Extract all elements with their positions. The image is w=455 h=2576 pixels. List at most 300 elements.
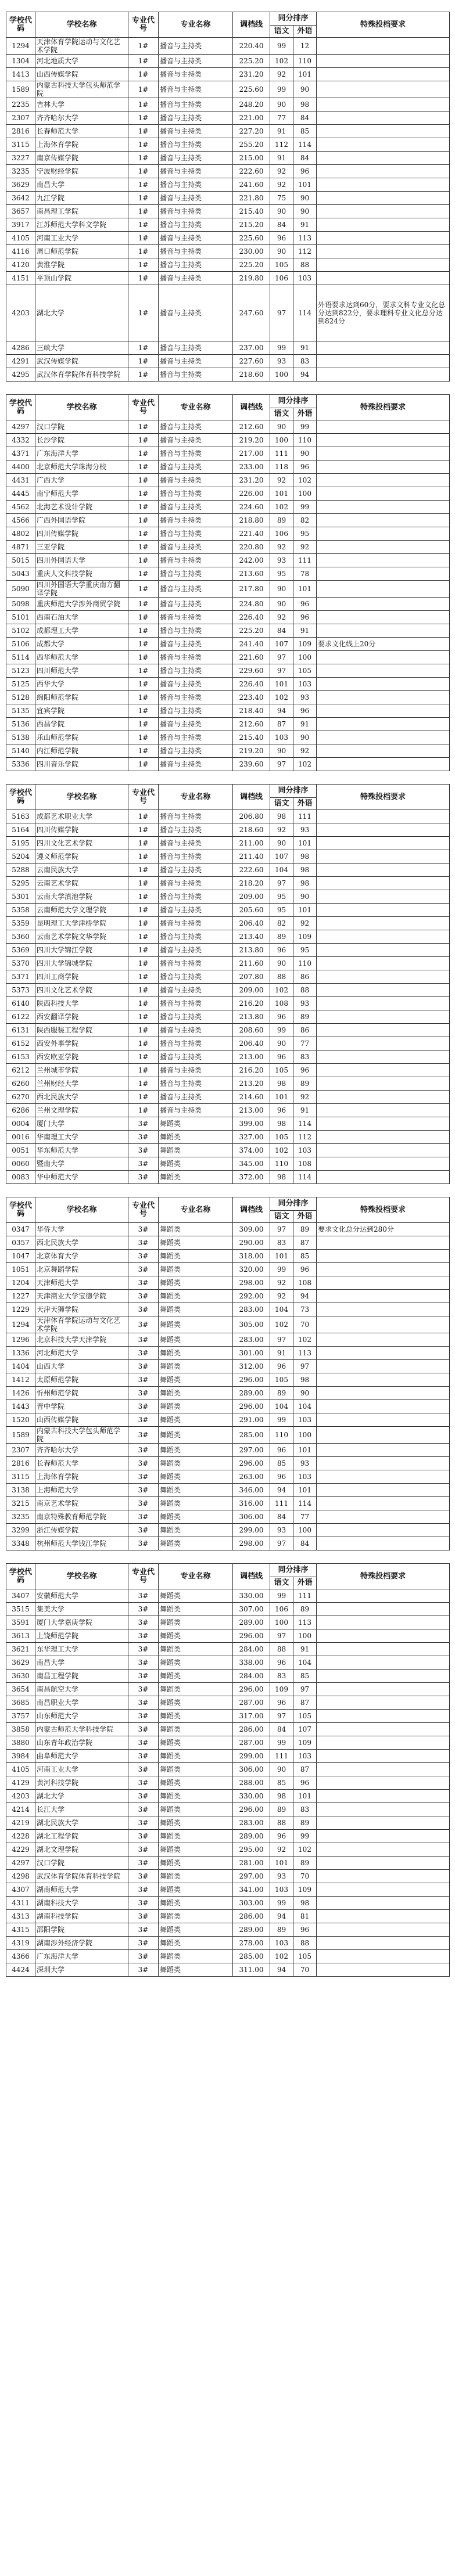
cell-major-name: 播音与主持类 <box>159 1104 233 1117</box>
cell-special-notes <box>317 930 450 944</box>
cell-school-code: 2307 <box>6 111 35 125</box>
cell-major-name: 舞蹈类 <box>159 1750 233 1763</box>
cell-chinese-rank: 92 <box>270 1276 293 1290</box>
cell-foreign-rank: 12 <box>293 38 317 55</box>
cell-score: 242.00 <box>233 554 270 567</box>
cell-school-code: 4105 <box>6 232 35 245</box>
cell-school-code: 6153 <box>6 1050 35 1064</box>
header-score: 调档线 <box>233 12 270 38</box>
cell-major-code: 1# <box>128 930 159 944</box>
table-row <box>6 1484 450 1497</box>
cell-chinese-rank: 96 <box>270 1656 293 1670</box>
cell-major-code: 3# <box>128 1843 159 1857</box>
cell-major-name: 舞蹈类 <box>159 1816 233 1830</box>
cell-school-code: 2235 <box>6 98 35 111</box>
cell-school-code: 4151 <box>6 272 35 285</box>
table-row <box>6 355 450 368</box>
cell-score: 226.00 <box>233 487 270 501</box>
table-row <box>6 1117 450 1131</box>
cell-score: 211.60 <box>233 957 270 970</box>
table-row <box>6 930 450 944</box>
cell-special-notes <box>317 651 450 664</box>
cell-special-notes <box>317 1736 450 1750</box>
cell-major-code: 3# <box>128 1276 159 1290</box>
cell-school-code: 4315 <box>6 1923 35 1937</box>
cell-special-notes <box>317 1723 450 1736</box>
cell-foreign-rank: 111 <box>293 554 317 567</box>
table-row <box>6 1470 450 1484</box>
table-header-row <box>6 785 450 798</box>
cell-score: 206.40 <box>233 1037 270 1050</box>
cell-chinese-rank: 110 <box>270 1427 293 1444</box>
cell-school-code: 1336 <box>6 1347 35 1360</box>
section-gap <box>6 1184 450 1197</box>
cell-school-name: 南宁师范大学 <box>35 487 128 501</box>
cell-school-code: 4307 <box>6 1883 35 1897</box>
cell-special-notes <box>317 567 450 581</box>
cell-special-notes <box>317 1236 450 1250</box>
cell-foreign-rank: 90 <box>293 731 317 744</box>
cell-special-notes: 外语要求达到60分，要求文科专业文化总分达到822分，要求理科专业文化总分达到824分 <box>317 285 450 341</box>
cell-foreign-rank: 84 <box>293 152 317 165</box>
cell-foreign-rank: 85 <box>293 125 317 138</box>
cell-major-code: 1# <box>128 758 159 771</box>
cell-major-code: 3# <box>128 1157 159 1171</box>
cell-score: 327.00 <box>233 1131 270 1144</box>
admission-score-table <box>6 12 450 1977</box>
cell-special-notes <box>317 1790 450 1803</box>
cell-special-notes <box>317 1937 450 1950</box>
cell-score: 226.40 <box>233 678 270 691</box>
cell-score: 218.20 <box>233 877 270 890</box>
header-foreign: 外语 <box>293 798 317 810</box>
cell-foreign-rank: 83 <box>293 1050 317 1064</box>
cell-school-code: 1589 <box>6 81 35 98</box>
cell-major-code: 3# <box>128 1290 159 1303</box>
cell-major-name: 播音与主持类 <box>159 355 233 368</box>
header-major-code: 专业代号 <box>128 12 159 38</box>
cell-foreign-rank: 96 <box>293 1923 317 1937</box>
cell-chinese-rank: 101 <box>270 487 293 501</box>
cell-score: 255.20 <box>233 138 270 152</box>
cell-major-code: 1# <box>128 245 159 258</box>
cell-chinese-rank: 99 <box>270 38 293 55</box>
cell-school-code: 0060 <box>6 1157 35 1171</box>
table-row <box>6 1077 450 1091</box>
cell-school-name: 北京舞蹈学院 <box>35 1263 128 1276</box>
cell-major-code: 3# <box>128 1683 159 1696</box>
cell-foreign-rank: 101 <box>293 581 317 598</box>
cell-chinese-rank: 83 <box>270 1670 293 1683</box>
cell-school-code: 5371 <box>6 970 35 984</box>
cell-score: 213.20 <box>233 1077 270 1091</box>
cell-score: 220.40 <box>233 38 270 55</box>
table-row <box>6 678 450 691</box>
cell-school-name: 广西外国语学院 <box>35 514 128 527</box>
section-gap <box>6 382 450 395</box>
cell-foreign-rank: 98 <box>293 1897 317 1910</box>
table-row <box>6 1316 450 1333</box>
cell-score: 372.00 <box>233 1171 270 1184</box>
cell-foreign-rank: 105 <box>293 664 317 678</box>
cell-score: 221.00 <box>233 111 270 125</box>
header-tie-rank: 同分排序 <box>270 1197 317 1211</box>
cell-school-name: 暨南大学 <box>35 1157 128 1171</box>
cell-special-notes <box>317 1883 450 1897</box>
cell-major-name: 舞蹈类 <box>159 1883 233 1897</box>
table-row <box>6 1400 450 1413</box>
cell-chinese-rank: 93 <box>270 355 293 368</box>
cell-major-code: 1# <box>128 957 159 970</box>
cell-school-code: 6140 <box>6 997 35 1010</box>
cell-major-name: 播音与主持类 <box>159 218 233 232</box>
cell-score: 281.00 <box>233 1857 270 1870</box>
cell-foreign-rank: 108 <box>293 1276 317 1290</box>
cell-score: 215.00 <box>233 152 270 165</box>
cell-major-code: 1# <box>128 541 159 554</box>
cell-major-code: 1# <box>128 651 159 664</box>
cell-school-name: 兰州城市学院 <box>35 1064 128 1077</box>
cell-school-name: 内江师范学院 <box>35 744 128 758</box>
cell-special-notes <box>317 1064 450 1077</box>
cell-major-name: 播音与主持类 <box>159 984 233 997</box>
cell-major-code: 3# <box>128 1776 159 1790</box>
cell-major-name: 舞蹈类 <box>159 1387 233 1400</box>
cell-special-notes <box>317 917 450 930</box>
cell-major-code: 3# <box>128 1470 159 1484</box>
cell-special-notes <box>317 1104 450 1117</box>
cell-major-code: 3# <box>128 1910 159 1923</box>
cell-chinese-rank: 75 <box>270 192 293 205</box>
table-row <box>6 192 450 205</box>
cell-school-code: 3348 <box>6 1537 35 1550</box>
cell-major-name: 舞蹈类 <box>159 1144 233 1157</box>
cell-chinese-rank: 106 <box>270 527 293 541</box>
table-row <box>6 1803 450 1816</box>
cell-major-name: 舞蹈类 <box>159 1696 233 1710</box>
cell-score: 218.80 <box>233 514 270 527</box>
cell-special-notes <box>317 460 450 474</box>
cell-score: 241.40 <box>233 638 270 651</box>
cell-chinese-rank: 90 <box>270 245 293 258</box>
cell-chinese-rank: 88 <box>270 1816 293 1830</box>
cell-foreign-rank: 98 <box>293 877 317 890</box>
cell-special-notes <box>317 218 450 232</box>
cell-major-name: 舞蹈类 <box>159 1963 233 1977</box>
cell-major-name: 舞蹈类 <box>159 1870 233 1883</box>
cell-score: 225.60 <box>233 81 270 98</box>
cell-special-notes <box>317 1373 450 1387</box>
cell-school-name: 广东海洋大学 <box>35 1950 128 1963</box>
header-foreign: 外语 <box>293 408 317 420</box>
cell-major-code: 1# <box>128 205 159 218</box>
table-row <box>6 1656 450 1670</box>
table-row <box>6 1670 450 1683</box>
cell-school-name: 西安翻译学院 <box>35 1010 128 1024</box>
cell-chinese-rank: 97 <box>270 285 293 341</box>
cell-special-notes <box>317 1117 450 1131</box>
cell-school-name: 周口师范学院 <box>35 245 128 258</box>
cell-foreign-rank: 90 <box>293 81 317 98</box>
cell-foreign-rank: 95 <box>293 944 317 957</box>
cell-school-code: 2816 <box>6 1457 35 1470</box>
cell-major-code: 3# <box>128 1510 159 1524</box>
cell-major-code: 3# <box>128 1603 159 1616</box>
header-tie-rank: 同分排序 <box>270 785 317 798</box>
cell-school-name: 北海艺术设计学院 <box>35 501 128 514</box>
cell-foreign-rank: 98 <box>293 98 317 111</box>
cell-special-notes <box>317 98 450 111</box>
cell-school-code: 3621 <box>6 1643 35 1656</box>
cell-school-code: 5015 <box>6 554 35 567</box>
cell-score: 298.00 <box>233 1276 270 1290</box>
cell-special-notes <box>317 1696 450 1710</box>
cell-special-notes <box>317 1444 450 1457</box>
cell-major-name: 舞蹈类 <box>159 1157 233 1171</box>
cell-major-code: 1# <box>128 527 159 541</box>
table-row <box>6 904 450 917</box>
section-gap-cell <box>6 382 450 395</box>
cell-school-code: 1589 <box>6 1427 35 1444</box>
cell-score: 284.00 <box>233 1670 270 1683</box>
cell-special-notes <box>317 1603 450 1616</box>
cell-score: 225.60 <box>233 232 270 245</box>
cell-special-notes <box>317 1413 450 1427</box>
cell-special-notes <box>317 1360 450 1373</box>
cell-chinese-rank: 97 <box>270 664 293 678</box>
cell-school-code: 0357 <box>6 1236 35 1250</box>
cell-school-code: 1227 <box>6 1290 35 1303</box>
cell-school-name: 厦门大学 <box>35 1117 128 1131</box>
cell-school-code: 4203 <box>6 1790 35 1803</box>
cell-major-code: 1# <box>128 984 159 997</box>
cell-major-code: 3# <box>128 1303 159 1316</box>
cell-foreign-rank: 99 <box>293 1830 317 1843</box>
table-row <box>6 984 450 997</box>
cell-chinese-rank: 84 <box>270 1510 293 1524</box>
cell-chinese-rank: 99 <box>270 1589 293 1603</box>
cell-score: 213.60 <box>233 567 270 581</box>
cell-chinese-rank: 93 <box>270 1870 293 1883</box>
section-gap-cell <box>6 1184 450 1197</box>
cell-school-code: 4291 <box>6 355 35 368</box>
cell-major-name: 舞蹈类 <box>159 1290 233 1303</box>
cell-school-name: 河北师范大学 <box>35 1347 128 1360</box>
cell-major-name: 舞蹈类 <box>159 1763 233 1776</box>
cell-score: 306.00 <box>233 1510 270 1524</box>
cell-major-code: 1# <box>128 718 159 731</box>
cell-major-code: 3# <box>128 1763 159 1776</box>
cell-school-code: 4871 <box>6 541 35 554</box>
cell-score: 297.00 <box>233 1444 270 1457</box>
cell-major-code: 3# <box>128 1316 159 1333</box>
cell-foreign-rank: 104 <box>293 1656 317 1670</box>
cell-school-name: 北京体育大学 <box>35 1250 128 1263</box>
cell-chinese-rank: 103 <box>270 1883 293 1897</box>
cell-special-notes <box>317 232 450 245</box>
cell-school-name: 长春师范大学 <box>35 1457 128 1470</box>
cell-major-name: 播音与主持类 <box>159 272 233 285</box>
table-row <box>6 218 450 232</box>
cell-school-code: 1294 <box>6 38 35 55</box>
header-school-name: 学校名称 <box>35 785 128 810</box>
cell-school-name: 黄河科技学院 <box>35 1776 128 1790</box>
cell-foreign-rank: 93 <box>293 997 317 1010</box>
cell-foreign-rank: 112 <box>293 245 317 258</box>
cell-school-code: 3880 <box>6 1736 35 1750</box>
cell-foreign-rank: 84 <box>293 1537 317 1550</box>
cell-foreign-rank: 113 <box>293 1616 317 1629</box>
cell-major-code: 1# <box>128 837 159 850</box>
cell-school-name: 河南工业大学 <box>35 1763 128 1776</box>
cell-school-name: 湖北大学 <box>35 285 128 341</box>
cell-major-code: 3# <box>128 1736 159 1750</box>
cell-score: 222.60 <box>233 864 270 877</box>
cell-major-code: 1# <box>128 514 159 527</box>
cell-school-code: 0051 <box>6 1144 35 1157</box>
cell-score: 289.00 <box>233 1387 270 1400</box>
cell-major-code: 1# <box>128 232 159 245</box>
cell-chinese-rank: 87 <box>270 718 293 731</box>
cell-major-code: 1# <box>128 1104 159 1117</box>
cell-chinese-rank: 89 <box>270 514 293 527</box>
cell-special-notes: 要求文化线上20分 <box>317 638 450 651</box>
cell-chinese-rank: 90 <box>270 420 293 434</box>
cell-school-name: 西北民族大学 <box>35 1091 128 1104</box>
cell-special-notes <box>317 68 450 81</box>
cell-school-code: 3630 <box>6 1670 35 1683</box>
cell-major-code: 3# <box>128 1656 159 1670</box>
cell-major-code: 1# <box>128 864 159 877</box>
cell-special-notes <box>317 744 450 758</box>
cell-special-notes <box>317 1643 450 1656</box>
section-gap-cell <box>6 1550 450 1564</box>
cell-major-name: 播音与主持类 <box>159 232 233 245</box>
cell-major-name: 播音与主持类 <box>159 1050 233 1064</box>
table-row <box>6 111 450 125</box>
cell-school-code: 5204 <box>6 850 35 864</box>
cell-foreign-rank: 88 <box>293 984 317 997</box>
cell-school-name: 汉口学院 <box>35 1857 128 1870</box>
cell-school-name: 长沙学院 <box>35 434 128 447</box>
cell-score: 215.40 <box>233 205 270 218</box>
cell-score: 283.00 <box>233 1333 270 1347</box>
table-row <box>6 1537 450 1550</box>
cell-foreign-rank: 83 <box>293 355 317 368</box>
cell-school-name: 天津天狮学院 <box>35 1303 128 1316</box>
cell-school-name: 广西大学 <box>35 474 128 487</box>
cell-major-name: 舞蹈类 <box>159 1603 233 1616</box>
cell-school-name: 遵义师范学院 <box>35 850 128 864</box>
header-score: 调档线 <box>233 395 270 420</box>
cell-special-notes <box>317 541 450 554</box>
cell-major-name: 舞蹈类 <box>159 1427 233 1444</box>
cell-school-code: 4116 <box>6 245 35 258</box>
cell-chinese-rank: 89 <box>270 1923 293 1937</box>
cell-foreign-rank: 98 <box>293 850 317 864</box>
cell-school-name: 西北民族大学 <box>35 1236 128 1250</box>
header-tie-rank: 同分排序 <box>270 395 317 408</box>
table-row <box>6 691 450 704</box>
cell-special-notes <box>317 1830 450 1843</box>
cell-school-code: 3629 <box>6 1656 35 1670</box>
cell-major-code: 1# <box>128 691 159 704</box>
table-row <box>6 1736 450 1750</box>
cell-chinese-rank: 90 <box>270 1037 293 1050</box>
cell-major-name: 播音与主持类 <box>159 447 233 460</box>
cell-score: 213.80 <box>233 1010 270 1024</box>
cell-foreign-rank: 77 <box>293 1510 317 1524</box>
cell-foreign-rank: 70 <box>293 1870 317 1883</box>
table-row <box>6 1457 450 1470</box>
cell-score: 219.20 <box>233 434 270 447</box>
cell-chinese-rank: 99 <box>270 1024 293 1037</box>
cell-major-code: 1# <box>128 341 159 355</box>
header-chinese: 语文 <box>270 1211 293 1223</box>
cell-chinese-rank: 90 <box>270 1763 293 1776</box>
cell-school-code: 5102 <box>6 624 35 638</box>
cell-score: 301.00 <box>233 1347 270 1360</box>
cell-major-code: 3# <box>128 1524 159 1537</box>
cell-foreign-rank: 97 <box>293 1360 317 1373</box>
cell-major-code: 1# <box>128 447 159 460</box>
cell-chinese-rank: 102 <box>270 691 293 704</box>
cell-score: 226.40 <box>233 611 270 624</box>
header-foreign: 外语 <box>293 26 317 38</box>
cell-major-name: 播音与主持类 <box>159 138 233 152</box>
cell-major-code: 1# <box>128 487 159 501</box>
cell-foreign-rank: 109 <box>293 638 317 651</box>
cell-foreign-rank: 97 <box>293 1683 317 1696</box>
header-school-code: 学校代码 <box>6 12 35 38</box>
cell-chinese-rank: 102 <box>270 1950 293 1963</box>
cell-chinese-rank: 77 <box>270 111 293 125</box>
cell-foreign-rank: 109 <box>293 1883 317 1897</box>
section-gap-cell <box>6 771 450 785</box>
cell-foreign-rank: 73 <box>293 1303 317 1316</box>
cell-major-name: 播音与主持类 <box>159 55 233 68</box>
cell-chinese-rank: 100 <box>270 1616 293 1629</box>
cell-school-code: 5295 <box>6 877 35 890</box>
cell-major-name: 舞蹈类 <box>159 1683 233 1696</box>
cell-special-notes <box>317 1629 450 1643</box>
cell-school-name: 兰州文理学院 <box>35 1104 128 1117</box>
cell-major-name: 舞蹈类 <box>159 1276 233 1290</box>
cell-score: 338.00 <box>233 1656 270 1670</box>
cell-score: 345.00 <box>233 1157 270 1171</box>
table-row <box>6 138 450 152</box>
cell-chinese-rank: 94 <box>270 1910 293 1923</box>
table-row <box>6 1723 450 1736</box>
table-row <box>6 1510 450 1524</box>
cell-major-name: 播音与主持类 <box>159 98 233 111</box>
header-score: 调档线 <box>233 1197 270 1223</box>
cell-major-name: 播音与主持类 <box>159 598 233 611</box>
cell-score: 230.00 <box>233 245 270 258</box>
cell-school-code: 4219 <box>6 1816 35 1830</box>
cell-major-code: 1# <box>128 178 159 192</box>
table-row <box>6 624 450 638</box>
cell-chinese-rank: 102 <box>270 501 293 514</box>
cell-chinese-rank: 99 <box>270 341 293 355</box>
cell-major-name: 播音与主持类 <box>159 81 233 98</box>
table-row <box>6 1157 450 1171</box>
cell-foreign-rank: 107 <box>293 1723 317 1736</box>
cell-chinese-rank: 97 <box>270 758 293 771</box>
cell-special-notes <box>317 474 450 487</box>
cell-school-name: 山东青年政治学院 <box>35 1736 128 1750</box>
cell-major-name: 播音与主持类 <box>159 877 233 890</box>
